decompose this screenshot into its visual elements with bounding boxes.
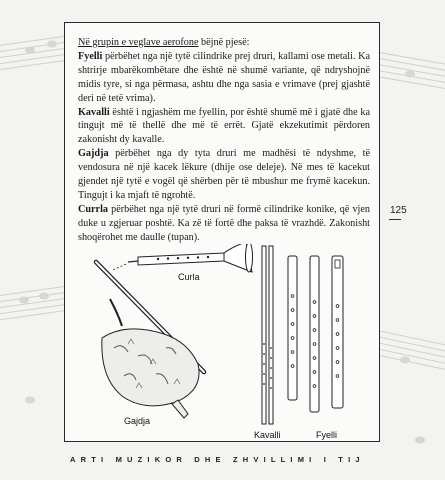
page-number-rule [389,219,401,220]
paragraph-fyelli [78,50,370,106]
section-heading: Në grupin e veglave aerofone [78,37,199,48]
article-text [78,36,370,245]
section-heading-rest: bëjnë pjesë: [198,37,250,48]
term-currla: Currla [78,203,108,215]
paragraph-gajdja [78,147,370,203]
caption-kavalli: Kavalli [254,430,281,440]
curla-drawing [112,244,253,272]
caption-curla: Curla [178,272,200,282]
intro-line [78,36,370,50]
term-kavalli: Kavalli [78,106,110,118]
text-kavalli: është i ngjashëm me fyellin, por është shumë më i gjatë dhe ka tingujt më të thellë dhe më të errët. Gjatë ekzekutimit përdoren zakonisht dy kavalle. [78,106,370,146]
term-gajdja: Gajdja [78,148,109,160]
text-fyelli: përbëhet nga një tytë cilindrike prej druri, kallami ose metali. Ka shtrirje mbarëkombëtare dhe është në shumë variante, që ndryshojnë midis tyre, si nga përmasa, ashtu dhe nga sasia e vrimave (prej gjashtë deri në tetë vrima). [78,50,370,104]
gajdja-drawing [96,262,204,418]
footer-title: ARTI MUZIKOR DHE ZHVILLIMI I TIJ [70,455,365,464]
fyelli-drawing [288,256,343,412]
caption-fyelli: Fyelli [316,430,338,440]
text-currla: përbëhet nga një tytë druri në formë cilindrike konike, që vjen duke u zgjeruar poshtë. Ka zë të fortë dhe paksa të vrazhdë. Zakonisht shoqërohet me daulle (tupan). [78,203,370,243]
instruments-illustration [66,244,378,440]
text-gajdja: përbëhet nga dy tyta druri me madhësi të ndyshme, të vendosura në një kacek lëkure (dhije ose deleje). Në mes të kacekut gjendet një tytë e vogël që shërben për të mbushur me frymë kacekun. Tingujt i ka mjaft të ngrohtë. [78,148,370,201]
page-number: 125 [390,205,407,216]
paragraph-kavalli [78,106,370,148]
term-fyelli: Fyelli [78,50,103,62]
paragraph-currla [78,203,370,245]
kavalli-drawing [262,246,273,424]
caption-gajdja: Gajdja [124,416,151,426]
